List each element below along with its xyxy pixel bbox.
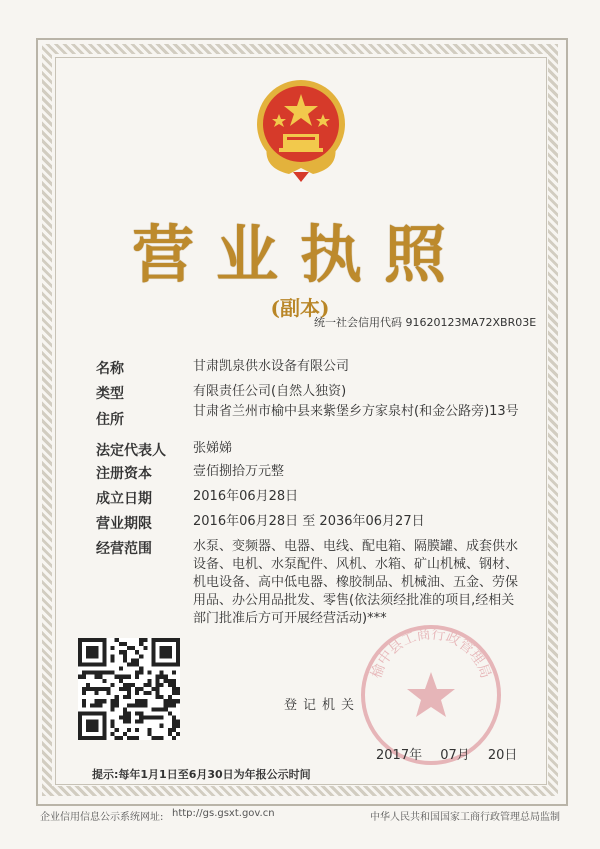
label-text: 注册资本 [96,466,152,482]
page-title: 营业执照 [131,218,468,291]
field-label-legal-rep [96,440,180,460]
label-text: 经营范围 [96,541,152,557]
page-subtitle: (副本) [270,296,330,320]
annual-report-note: 提示:每年1月1日至6月30日为年报公示时间 [92,768,311,781]
label-text: 营业期限 [96,516,152,532]
field-label-scope [96,538,180,558]
field-value-scope: 水泵、变频器、电器、电线、配电箱、隔膜罐、成套供水设备、电机、水泵配件、风机、水箱、矿山机械、钢材、机电设备、高中低电器、橡胶制品、机械油、五金、劳保用品、办公用品批发、零售(依法须经批准的项目,经相关部门批准后方可开展经营活动)*** [193,539,519,626]
field-label-established [96,488,180,508]
label-text: 类型 [96,386,124,402]
label-text: 法定代表人 [96,443,166,459]
field-label-name [96,358,180,378]
footer-right: 中华人民共和国国家工商行政管理总局监制 [370,812,560,823]
label-text: 住所 [96,412,124,428]
field-label-capital [96,463,180,483]
credit-code: 统一社会信用代码 91620123MA72XBR03E [314,316,537,329]
national-emblem-icon [253,76,349,182]
registration-authority: 登记机关 [284,698,361,713]
svg-text:榆中县工商行政管理局 [368,626,494,680]
field-value-established: 2016年06月28日 [193,489,299,504]
qr-code[interactable] [78,638,180,740]
field-label-address [96,409,180,429]
field-value-address: 甘肃省兰州市榆中县来紫堡乡方家泉村(和金公路旁)13号 [193,404,519,419]
field-value-type: 有限责任公司(自然人独资) [193,384,347,399]
field-value-name: 甘肃凯泉供水设备有限公司 [193,359,350,374]
seal-text: 榆中县工商行政管理局 [368,626,494,681]
label-text: 名称 [96,361,124,377]
field-label-type [96,383,180,403]
footer-url-link[interactable]: http://gs.gsxt.gov.cn [172,808,275,819]
field-label-term [96,513,180,533]
footer-left: 企业信用信息公示系统网址: [40,812,164,823]
label-text: 成立日期 [96,491,152,507]
field-value-term: 2016年06月28日 至 2036年06月27日 [193,514,425,529]
issue-date: 2017年 07月 20日 [376,748,518,763]
field-value-capital: 壹佰捌拾万元整 [193,464,285,479]
field-value-legal-rep: 张娣娣 [193,441,233,456]
